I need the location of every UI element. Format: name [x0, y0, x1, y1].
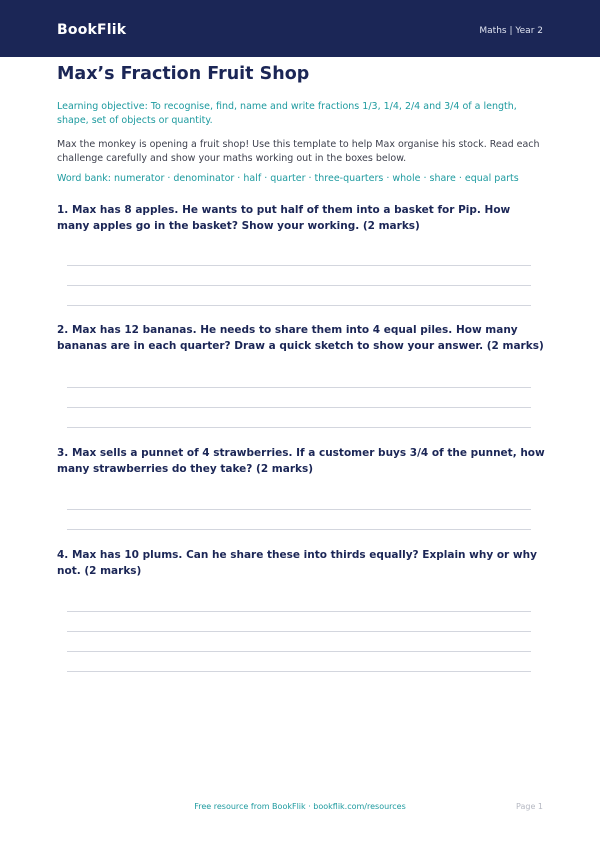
answer-line	[67, 509, 531, 510]
word-bank: Word bank: numerator · denominator · half · quarter · three-quarters · whole · share · equal parts	[57, 173, 519, 184]
answer-line	[67, 631, 531, 632]
answer-line	[67, 651, 531, 652]
question-4: 4. Max has 10 plums. Can he share these into thirds equally? Explain why or why not. (2 marks)	[57, 549, 537, 577]
answer-line	[67, 427, 531, 428]
subject-label: Maths | Year 2	[479, 26, 543, 36]
answer-line	[67, 611, 531, 612]
answer-line	[67, 305, 531, 306]
footer-link[interactable]: Free resource from BookFlik · bookflik.com/resources	[194, 802, 406, 811]
page-header	[0, 0, 600, 57]
answer-line	[67, 671, 531, 672]
brand-logo: BookFlik	[57, 22, 127, 38]
question-3: 3. Max sells a punnet of 4 strawberries. If a customer buys 3/4 of the punnet, how many strawberries do they take? (2 marks)	[57, 447, 545, 475]
question-1: 1. Max has 8 apples. He wants to put half of them into a basket for Pip. How many apples go in the basket? Show your working. (2 marks)	[57, 204, 511, 232]
answer-line	[67, 265, 531, 266]
intro-text: Max the monkey is opening a fruit shop! Use this template to help Max organise his stock. Read each challenge carefully and show your maths working out in the boxes below.	[57, 139, 540, 164]
answer-line	[67, 285, 531, 286]
answer-line	[67, 387, 531, 388]
page-title: Max’s Fraction Fruit Shop	[57, 64, 310, 84]
answer-line	[67, 529, 531, 530]
learning-objective: Learning objective: To recognise, find, name and write fractions 1/3, 1/4, 2/4 and 3/4 of a length, shape, set of objects or quantity.	[57, 101, 517, 126]
page-number: Page 1	[516, 802, 543, 811]
question-2: 2. Max has 12 bananas. He needs to share them into 4 equal piles. How many bananas are in each quarter? Draw a quick sketch to show your answer. (2 marks)	[57, 324, 544, 352]
answer-line	[67, 407, 531, 408]
